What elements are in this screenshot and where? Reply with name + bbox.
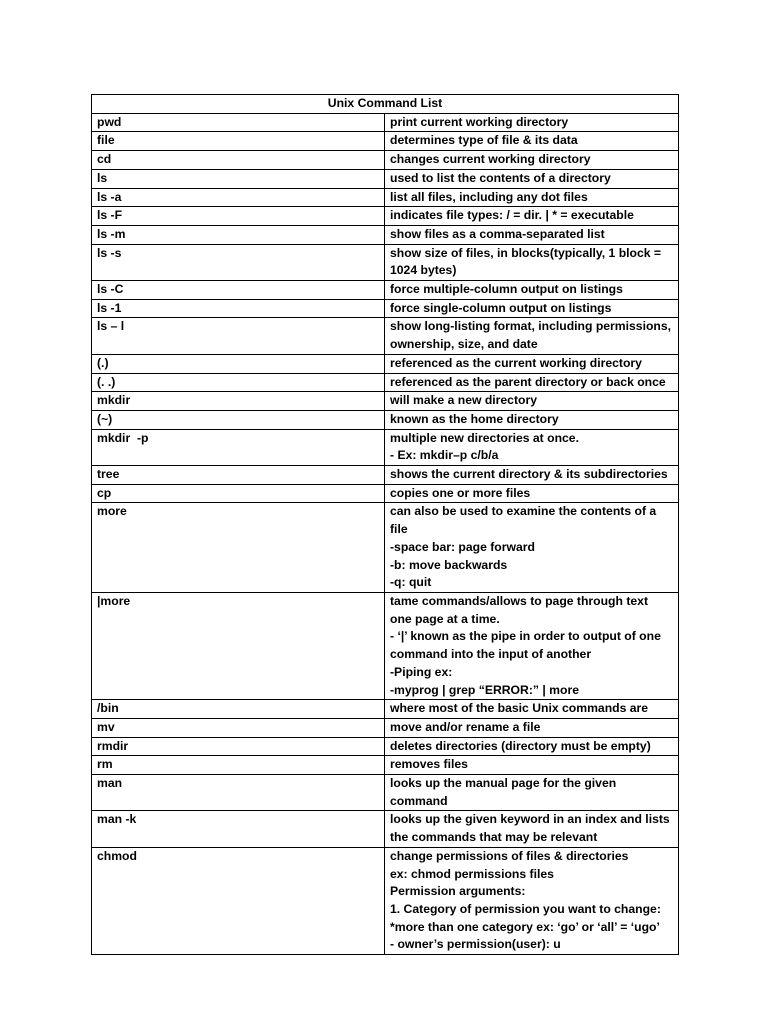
command-cell: rm	[92, 756, 385, 775]
description-line: command	[390, 793, 448, 808]
table-row	[92, 756, 679, 775]
table-row	[92, 700, 679, 719]
description-line: - Ex: mkdir–p c/b/a	[390, 448, 499, 463]
description-cell	[385, 484, 679, 503]
description-line: multiple new directories at once.	[390, 430, 579, 445]
command-cell: chmod	[92, 847, 385, 954]
table-row	[92, 318, 679, 354]
description-line: referenced as the parent directory or back once	[390, 374, 666, 389]
command-cell: ls -a	[92, 188, 385, 207]
description-cell	[385, 318, 679, 354]
table-row	[92, 811, 679, 847]
command-cell: rmdir	[92, 737, 385, 756]
description-line: determines type of file & its data	[390, 133, 578, 148]
table-row	[92, 410, 679, 429]
command-cell: /bin	[92, 700, 385, 719]
table-row	[92, 775, 679, 811]
table-title: Unix Command List	[92, 95, 679, 114]
description-line: ex: chmod permissions files	[390, 866, 554, 881]
description-cell	[385, 700, 679, 719]
description-cell	[385, 169, 679, 188]
table-body	[92, 113, 679, 954]
description-cell	[385, 737, 679, 756]
table-row	[92, 244, 679, 280]
description-cell	[385, 847, 679, 954]
command-cell: file	[92, 132, 385, 151]
command-cell: cp	[92, 484, 385, 503]
description-cell	[385, 354, 679, 373]
description-cell	[385, 392, 679, 411]
command-cell: ls -1	[92, 299, 385, 318]
description-line: change permissions of files & directories	[390, 848, 629, 863]
command-cell: tree	[92, 466, 385, 485]
description-cell	[385, 281, 679, 300]
table-title-row	[92, 95, 679, 114]
table-row	[92, 225, 679, 244]
description-line: move and/or rename a file	[390, 719, 541, 734]
description-line: 1024 bytes)	[390, 263, 457, 278]
command-cell: |more	[92, 592, 385, 699]
table-row	[92, 373, 679, 392]
description-line: list all files, including any dot files	[390, 189, 588, 204]
description-line: the commands that may be relevant	[390, 830, 598, 845]
description-cell	[385, 132, 679, 151]
description-cell	[385, 775, 679, 811]
description-line: shows the current directory & its subdirectories	[390, 467, 668, 482]
description-cell	[385, 503, 679, 593]
command-cell: ls	[92, 169, 385, 188]
description-line: removes files	[390, 757, 468, 772]
table-row	[92, 207, 679, 226]
description-line: referenced as the current working directory	[390, 355, 642, 370]
description-line: show files as a comma-separated list	[390, 226, 605, 241]
description-line: command into the input of another	[390, 647, 592, 662]
command-cell: (~)	[92, 410, 385, 429]
command-cell: mkdir	[92, 392, 385, 411]
description-cell	[385, 718, 679, 737]
command-cell: (. .)	[92, 373, 385, 392]
command-cell: (.)	[92, 354, 385, 373]
table-row	[92, 113, 679, 132]
command-cell: mv	[92, 718, 385, 737]
command-cell: ls – l	[92, 318, 385, 354]
description-line: tame commands/allows to page through text	[390, 593, 649, 608]
description-line: -b: move backwards	[390, 557, 508, 572]
table-row	[92, 466, 679, 485]
description-line: force multiple-column output on listings	[390, 282, 623, 297]
command-cell: mkdir -p	[92, 429, 385, 465]
description-cell	[385, 244, 679, 280]
description-line: - ‘|’ known as the pipe in order to output of one	[390, 629, 661, 644]
description-line: can also be used to examine the contents of a	[390, 504, 657, 519]
description-cell	[385, 410, 679, 429]
description-line: ownership, size, and date	[390, 337, 538, 352]
description-line: - owner’s permission(user): u	[390, 937, 561, 952]
description-cell	[385, 299, 679, 318]
table-row	[92, 299, 679, 318]
description-line: *more than one category ex: ‘go’ or ‘all’ = ‘ugo’	[390, 919, 660, 934]
command-cell: cd	[92, 151, 385, 170]
description-cell	[385, 188, 679, 207]
table-row	[92, 737, 679, 756]
table-row	[92, 392, 679, 411]
command-cell: pwd	[92, 113, 385, 132]
description-line: force single-column output on listings	[390, 300, 612, 315]
description-line: show size of files, in blocks(typically, 1 block =	[390, 245, 662, 260]
description-line: where most of the basic Unix commands are	[390, 701, 649, 716]
command-cell: ls -C	[92, 281, 385, 300]
description-line: will make a new directory	[390, 393, 537, 408]
table-row	[92, 151, 679, 170]
description-line: -Piping ex:	[390, 664, 453, 679]
description-line: file	[390, 522, 408, 537]
table-row	[92, 132, 679, 151]
description-line: -space bar: page forward	[390, 539, 535, 554]
command-table	[91, 94, 679, 955]
description-cell	[385, 113, 679, 132]
table-row	[92, 718, 679, 737]
description-cell	[385, 429, 679, 465]
table-row	[92, 484, 679, 503]
description-line: known as the home directory	[390, 411, 559, 426]
description-cell	[385, 811, 679, 847]
description-line: -myprog | grep “ERROR:” | more	[390, 682, 579, 697]
command-cell: man	[92, 775, 385, 811]
description-line: used to list the contents of a directory	[390, 170, 611, 185]
description-cell	[385, 225, 679, 244]
table-row	[92, 592, 679, 699]
table-row	[92, 354, 679, 373]
description-line: looks up the given keyword in an index and lists	[390, 812, 670, 827]
description-line: one page at a time.	[390, 611, 500, 626]
description-line: print current working directory	[390, 114, 569, 129]
table-row	[92, 429, 679, 465]
description-cell	[385, 151, 679, 170]
description-cell	[385, 756, 679, 775]
description-line: copies one or more files	[390, 485, 531, 500]
description-line: show long-listing format, including permissions,	[390, 319, 672, 334]
description-cell	[385, 207, 679, 226]
command-cell: more	[92, 503, 385, 593]
command-cell: ls -F	[92, 207, 385, 226]
description-line: changes current working directory	[390, 152, 591, 167]
description-line: Permission arguments:	[390, 884, 526, 899]
description-line: -q: quit	[390, 575, 432, 590]
description-line: indicates file types: / = dir. | * = executable	[390, 208, 634, 223]
description-cell	[385, 466, 679, 485]
description-line: deletes directories (directory must be empty)	[390, 738, 651, 753]
table-row	[92, 188, 679, 207]
command-cell: ls -m	[92, 225, 385, 244]
description-cell	[385, 373, 679, 392]
command-cell: man -k	[92, 811, 385, 847]
table-row	[92, 503, 679, 593]
description-cell	[385, 592, 679, 699]
table-row	[92, 847, 679, 954]
table-row	[92, 169, 679, 188]
description-line: 1. Category of permission you want to change:	[390, 901, 661, 916]
command-cell: ls -s	[92, 244, 385, 280]
description-line: looks up the manual page for the given	[390, 776, 617, 791]
table-row	[92, 281, 679, 300]
